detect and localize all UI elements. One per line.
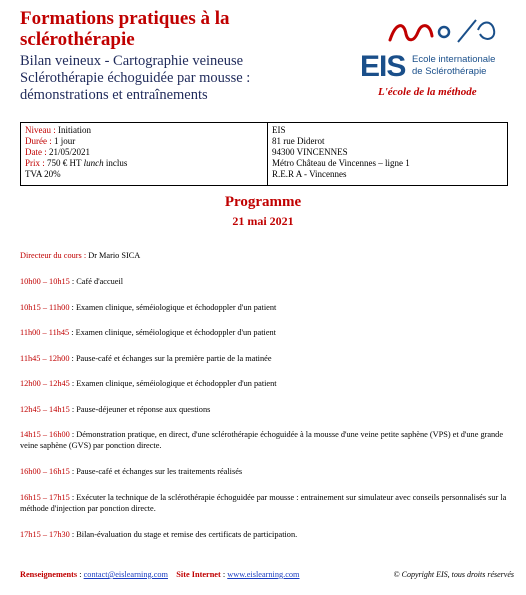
schedule-item [20, 429, 510, 451]
schedule-item [20, 492, 510, 514]
schedule-time: 11h45 – 12h00 [20, 354, 70, 363]
duree-value: 1 jour [51, 136, 76, 146]
prix-value-italic: lunch [83, 158, 104, 168]
duree-label: Durée : [25, 136, 52, 146]
schedule-text: : Examen clinique, séméiologique et échodoppler d'un patient [69, 303, 277, 312]
director-line [20, 250, 510, 261]
schedule-text: : Bilan-évaluation du stage et remise des certificats de participation. [69, 530, 298, 539]
logo-line2: de Sclérothérapie [412, 66, 487, 77]
title-line2: sclérothérapie [20, 29, 135, 50]
site-label: Site Internet [176, 570, 221, 579]
page-title [20, 8, 350, 50]
address-line: 81 rue Diderot [272, 136, 325, 146]
schedule-text: : Pause-déjeuner et réponse aux questions [69, 405, 211, 414]
logo-line1: Ecole internationale [412, 54, 496, 65]
address-line: R.E.R A - Vincennes [272, 169, 347, 179]
schedule-item [20, 404, 510, 415]
prix-value-a: 750 € HT [44, 158, 84, 168]
programme-title: Programme [224, 194, 302, 210]
title-line1: Formations pratiques à la [20, 8, 230, 29]
address [268, 123, 414, 185]
eis-logo [360, 12, 510, 102]
schedule-time: 16h15 – 17h15 [20, 493, 70, 502]
schedule-text: : Exécuter la technique de la sclérothérapie échoguidée par mousse : entrainement sur simulateur avec conseils personnalisés sur la méthode d'injection par ponction directe. [20, 493, 507, 513]
renseignements-label: Renseignements [20, 570, 78, 579]
subtitle-2: Sclérothérapie échoguidée par mousse : [20, 70, 251, 86]
course-details [21, 123, 268, 185]
schedule-text: : Pause-café et échanges sur la première partie de la matinée [69, 354, 272, 363]
schedule-time: 10h15 – 11h00 [20, 303, 70, 312]
prix-label: Prix : [25, 158, 45, 168]
schedule-item [20, 302, 510, 313]
schedule-item [20, 276, 510, 287]
schedule-item [20, 353, 510, 364]
schedule-time: 12h00 – 12h45 [20, 379, 70, 388]
niveau-label: Niveau : [25, 125, 56, 135]
address-line: EIS [272, 125, 286, 135]
website-link[interactable]: www.eislearning.com [227, 570, 300, 579]
email-link[interactable]: contact@eislearning.com [83, 570, 168, 579]
schedule-item [20, 327, 510, 338]
address-line: 94300 VINCENNES [272, 147, 348, 157]
schedule-item [20, 466, 510, 477]
site-sep: : [220, 570, 228, 579]
logo-swirl-icon [360, 12, 510, 52]
date-label: Date : [25, 147, 47, 157]
logo-eis-text: EIS [360, 50, 406, 83]
logo-tagline: L'école de la méthode [378, 86, 477, 98]
schedule-text: : Examen clinique, séméiologique et échodoppler d'un patient [69, 379, 277, 388]
subtitle-3: démonstrations et entraînements [20, 87, 208, 103]
copyright: © Copyright EIS, tous droits réservés [393, 570, 514, 579]
schedule-time: 16h00 – 16h15 [20, 467, 70, 476]
schedule-time: 11h00 – 11h45 [20, 328, 70, 337]
info-box [20, 122, 508, 186]
tva: TVA 20% [25, 169, 61, 179]
schedule-time: 14h15 – 16h00 [20, 430, 70, 439]
schedule-text: : Pause-café et échanges sur les traitements réalisés [69, 467, 243, 476]
programme-date: 21 mai 2021 [232, 214, 294, 228]
director-value: Dr Mario SICA [86, 251, 141, 260]
address-line: Métro Château de Vincennes – ligne 1 [272, 158, 410, 168]
schedule-time: 10h00 – 10h15 [20, 277, 70, 286]
niveau-value: Initiation [55, 125, 91, 135]
director-label: Directeur du cours : [20, 251, 87, 260]
subtitle-1: Bilan veineux - Cartographie veineuse [20, 53, 244, 69]
schedule-time: 17h15 – 17h30 [20, 530, 70, 539]
schedule-text: : Café d'accueil [69, 277, 124, 286]
schedule-time: 12h45 – 14h15 [20, 405, 70, 414]
schedule-item [20, 529, 510, 540]
schedule-text: : Démonstration pratique, en direct, d'une sclérothérapie échoguidée à la mousse d'une veine petite saphène (VPS) et d'une grande veine saphène (GVS) par ponction directe. [20, 430, 504, 450]
schedule-text: : Examen clinique, séméiologique et échodoppler d'un patient [69, 328, 276, 337]
prix-value-b: inclus [103, 158, 128, 168]
renseignements-sep: : [77, 570, 84, 579]
date-value: 21/05/2021 [46, 147, 91, 157]
schedule-item [20, 378, 510, 389]
